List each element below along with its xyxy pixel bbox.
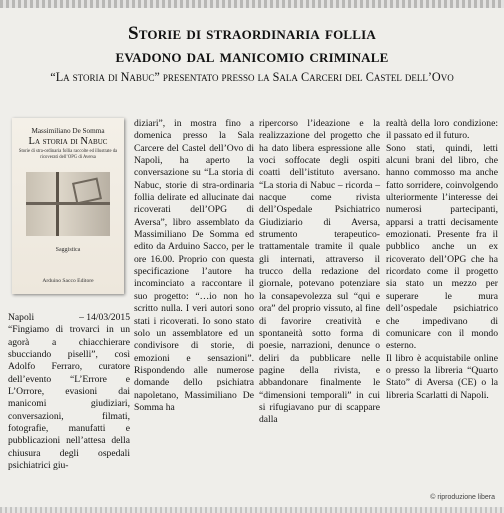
column-4-paragraph-1: realtà della loro condizione: il passato ed il futuro. [386, 118, 498, 142]
dateline-date: – 14/03/2015 [79, 312, 130, 323]
headline-line-1: Storie di straordinaria follia [127, 23, 376, 44]
torn-edge-bottom [0, 507, 504, 513]
column-4-paragraph-3: Il libro è acquistabile online o presso la libreria “Quarto Stato” di Aversa (CE) o la libreria Scarlatti di Napoli. [386, 352, 498, 401]
book-cover-artwork [26, 172, 110, 236]
book-cover-publisher: Arduino Sacco Editore [42, 278, 94, 284]
column-4-paragraph-2: Sono stati, quindi, letti alcuni brani del libro, che hanno commosso ma anche fatto sorridere, coinvolgendo ulteriormente l’interesse dei numerosi partecipanti, apparsi a tratti decisamente emozionati. Presente fra il pubblico anche un ex ricoverato dell’OPG che ha ricordato come il progetto sia stato un mezzo per superare le mura dell’ospedale psichiatrico che impedivano di comunicare con il mondo esterno. [386, 142, 498, 352]
subheadline: “La storia di Nabuc” presentato presso la Sala Carceri del Castel dell’Ovo [50, 70, 454, 84]
credit-text: riproduzione libera [437, 494, 495, 501]
article-column-2: diziari”, in mostra fino a domenica presso la Sala Carcere del Castel dell’Ovo di Napoli, ha aperto la conversazione su “La storia di Nabuc, storie di stra-ordinaria follia delirate ed allucinate dai ricoverati dell’OPG di Aversa”, libro assemblato da Massimiliano De Somma ed edito da Arduino Sacco, per le ore 16.00. Proprio con questa specificazione l’autore ha incominciato a raccontare il suo progetto: “…io non ho scritto nulla. I veri autori sono stati i ricoverati. Io sono stato solo un assemblatore ed un condivisore di storie, di emozioni e sensazioni”. Rispondendo alle numerose domande dello psichiatra napoletano, Massimiliano De Somma ha [134, 118, 254, 413]
book-cover-series: Saggistica [55, 247, 81, 253]
book-cover-image [12, 118, 124, 294]
torn-edge-top [0, 0, 504, 8]
copyright-icon: © [430, 494, 436, 501]
headline [0, 22, 504, 68]
column-1-text: “Fingiamo di trovarci in un agorà a chiacchierare sbucciando piselli”, così Adolfo Ferraro, curatore dell’evento “L’Errore e L’Orrore, evasioni dai manicomi giudiziari, conversazioni, filmati, fotografie, manufatti e pubblicazioni nell’attesa della chiusura degli ospedali psichiatrici giu- [8, 324, 130, 472]
article-column-3: ripercorso l’ideazione e la realizzazione del progetto che ha dato libera espressione alle voci soffocate degli ospiti coatti dell’istituto aversano. “La storia di Nabuc – ricorda – nacque come rivista dell’Ospedale Psichiatrico Giudiziario di Aversa, strumento terapeutico-trattamentale tramite il quale gli internati, attraverso il trucco della redazione del giornale, potevano potenziare la consapevolezza sul “qui e ora” del proprio vissuto, al fine di favorire creatività e spontaneità sotto forma di poesie, narrazioni, denunce o deliri da pubblicare nelle pagine della rivista, e abbandonare finalmente le “dimensioni temporali” in cui si rifugiavano pur di scappare dalla [259, 118, 380, 426]
article-column-4 [386, 118, 498, 402]
reproduction-credit [430, 494, 495, 501]
headline-line-2: evadono dal manicomio criminale [115, 46, 389, 67]
article-column-1 [8, 312, 130, 472]
book-cover-author: Massimiliano De Somma [31, 127, 105, 135]
book-cover-title: La storia di Nabuc [28, 136, 108, 147]
dateline [8, 312, 130, 324]
book-cover-subtitle: Storie di stra-ordinaria follia raccolte ed illustrate da ricoverati dell’OPG di Aversa [18, 149, 118, 160]
artwork-bar-horizontal [26, 202, 110, 205]
dateline-place: Napoli [8, 312, 35, 323]
